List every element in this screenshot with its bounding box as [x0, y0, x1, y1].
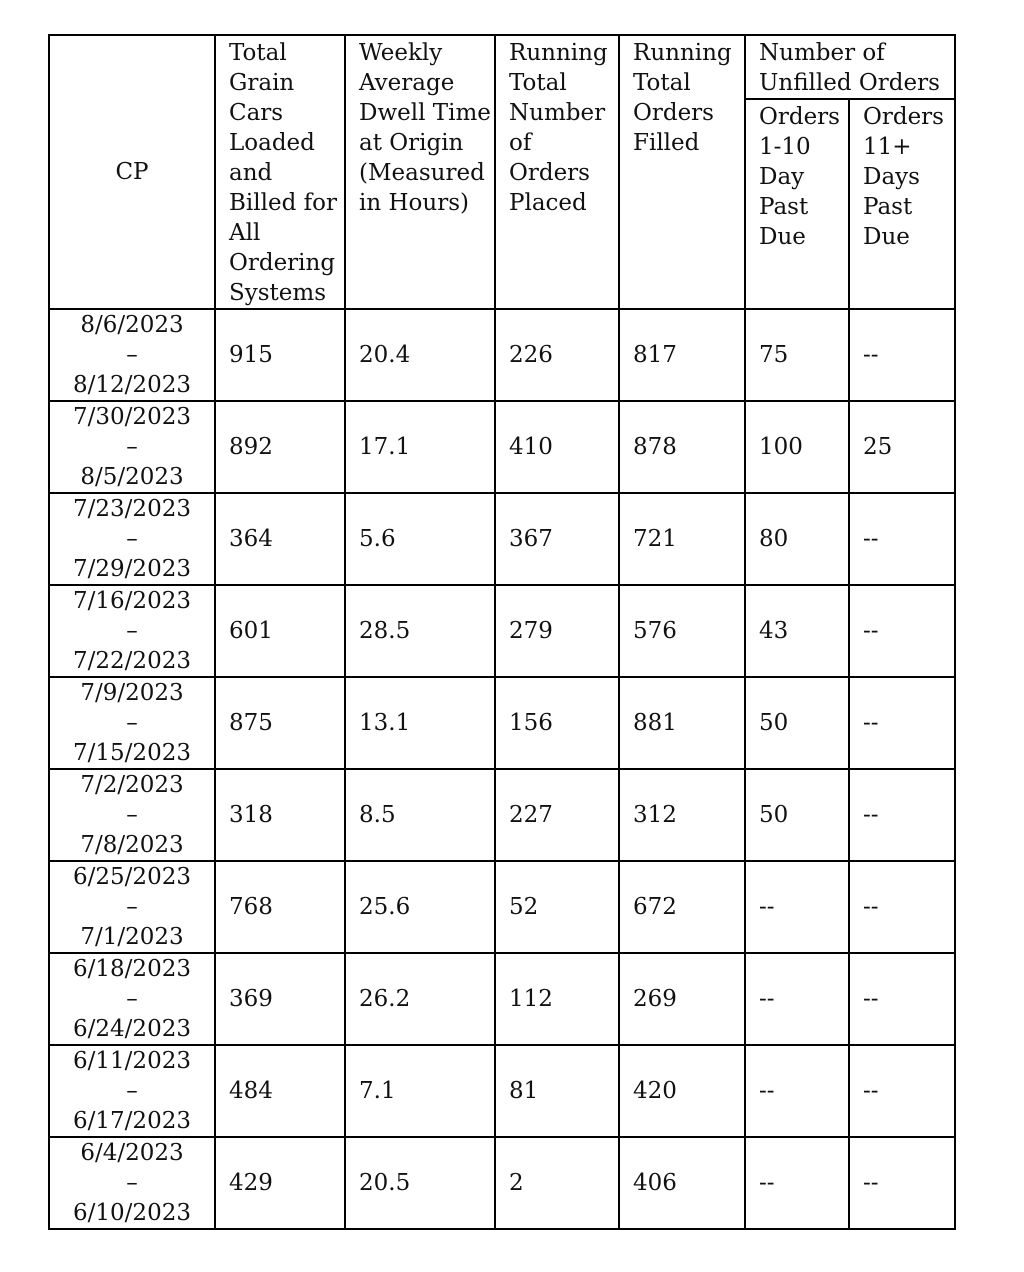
table-row — [49, 309, 955, 401]
past-due-1-10-cell: -- — [745, 1137, 849, 1229]
past-due-11plus-cell: -- — [849, 769, 955, 861]
week-range-cell — [49, 493, 215, 585]
week-range-cell — [49, 677, 215, 769]
week-end: 8/5/2023 — [80, 464, 184, 490]
header-dwell-time: Weekly Average Dwell Time at Origin (Measured in Hours) — [345, 35, 495, 309]
orders-placed-cell: 226 — [495, 309, 619, 401]
dwell-time-cell: 26.2 — [345, 953, 495, 1045]
dwell-time-cell: 13.1 — [345, 677, 495, 769]
dwell-time-cell: 28.5 — [345, 585, 495, 677]
table-row — [49, 585, 955, 677]
week-end: 7/22/2023 — [73, 648, 191, 674]
week-range-cell — [49, 861, 215, 953]
week-start: 6/18/2023 — [73, 956, 191, 982]
dwell-time-cell: 8.5 — [345, 769, 495, 861]
orders-filled-cell: 881 — [619, 677, 745, 769]
table-row — [49, 677, 955, 769]
past-due-1-10-cell: -- — [745, 861, 849, 953]
past-due-11plus-cell: 25 — [849, 401, 955, 493]
dwell-time-cell: 25.6 — [345, 861, 495, 953]
week-range-cell — [49, 401, 215, 493]
total-cars-cell: 429 — [215, 1137, 345, 1229]
header-total-cars: Total Grain Cars Loaded and Billed for All Ordering Systems — [215, 35, 345, 309]
week-sep: – — [126, 526, 138, 552]
past-due-11plus-cell: -- — [849, 1045, 955, 1137]
total-cars-cell: 875 — [215, 677, 345, 769]
orders-placed-cell: 81 — [495, 1045, 619, 1137]
orders-filled-cell: 878 — [619, 401, 745, 493]
dwell-time-cell: 20.4 — [345, 309, 495, 401]
past-due-1-10-cell: -- — [745, 1045, 849, 1137]
week-start: 7/9/2023 — [80, 680, 184, 706]
past-due-1-10-cell: -- — [745, 953, 849, 1045]
header-orders-placed: Running Total Number of Orders Placed — [495, 35, 619, 309]
orders-filled-cell: 721 — [619, 493, 745, 585]
past-due-1-10-cell: 100 — [745, 401, 849, 493]
orders-placed-cell: 156 — [495, 677, 619, 769]
orders-filled-cell: 817 — [619, 309, 745, 401]
header-past-due-1-10: Orders 1-10 Day Past Due — [745, 99, 849, 309]
orders-filled-cell: 312 — [619, 769, 745, 861]
week-start: 8/6/2023 — [80, 312, 184, 338]
week-range-cell — [49, 769, 215, 861]
orders-filled-cell: 576 — [619, 585, 745, 677]
week-sep: – — [126, 986, 138, 1012]
orders-placed-cell: 227 — [495, 769, 619, 861]
week-start: 6/4/2023 — [80, 1140, 184, 1166]
week-start: 7/30/2023 — [73, 404, 191, 430]
week-sep: – — [126, 894, 138, 920]
total-cars-cell: 364 — [215, 493, 345, 585]
week-end: 7/1/2023 — [80, 924, 184, 950]
past-due-1-10-cell: 50 — [745, 677, 849, 769]
week-range-cell — [49, 1137, 215, 1229]
week-sep: – — [126, 1170, 138, 1196]
week-start: 7/23/2023 — [73, 496, 191, 522]
orders-placed-cell: 52 — [495, 861, 619, 953]
past-due-1-10-cell: 43 — [745, 585, 849, 677]
past-due-11plus-cell: -- — [849, 953, 955, 1045]
table-row — [49, 953, 955, 1045]
table-row — [49, 401, 955, 493]
orders-filled-cell: 269 — [619, 953, 745, 1045]
past-due-11plus-cell: -- — [849, 309, 955, 401]
table-row — [49, 769, 955, 861]
week-range-cell — [49, 309, 215, 401]
total-cars-cell: 915 — [215, 309, 345, 401]
table-row — [49, 1137, 955, 1229]
week-start: 7/16/2023 — [73, 588, 191, 614]
orders-placed-cell: 367 — [495, 493, 619, 585]
past-due-11plus-cell: -- — [849, 585, 955, 677]
past-due-11plus-cell: -- — [849, 677, 955, 769]
week-sep: – — [126, 434, 138, 460]
week-sep: – — [126, 802, 138, 828]
total-cars-cell: 318 — [215, 769, 345, 861]
past-due-11plus-cell: -- — [849, 493, 955, 585]
dwell-time-cell: 5.6 — [345, 493, 495, 585]
orders-placed-cell: 2 — [495, 1137, 619, 1229]
past-due-1-10-cell: 75 — [745, 309, 849, 401]
orders-filled-cell: 672 — [619, 861, 745, 953]
week-range-cell — [49, 953, 215, 1045]
week-start: 6/11/2023 — [73, 1048, 191, 1074]
week-sep: – — [126, 342, 138, 368]
total-cars-cell: 484 — [215, 1045, 345, 1137]
week-end: 6/10/2023 — [73, 1200, 191, 1226]
week-range-cell — [49, 1045, 215, 1137]
past-due-11plus-cell: -- — [849, 1137, 955, 1229]
table-row — [49, 1045, 955, 1137]
week-end: 7/15/2023 — [73, 740, 191, 766]
week-end: 6/24/2023 — [73, 1016, 191, 1042]
past-due-1-10-cell: 80 — [745, 493, 849, 585]
dwell-time-cell: 7.1 — [345, 1045, 495, 1137]
week-end: 8/12/2023 — [73, 372, 191, 398]
orders-placed-cell: 112 — [495, 953, 619, 1045]
orders-filled-cell: 406 — [619, 1137, 745, 1229]
week-end: 7/29/2023 — [73, 556, 191, 582]
week-end: 6/17/2023 — [73, 1108, 191, 1134]
week-start: 6/25/2023 — [73, 864, 191, 890]
table-row — [49, 493, 955, 585]
total-cars-cell: 601 — [215, 585, 345, 677]
total-cars-cell: 369 — [215, 953, 345, 1045]
orders-filled-cell: 420 — [619, 1045, 745, 1137]
header-cp: CP — [49, 35, 215, 309]
past-due-1-10-cell: 50 — [745, 769, 849, 861]
grain-cars-table — [48, 34, 956, 1230]
week-sep: – — [126, 618, 138, 644]
orders-placed-cell: 410 — [495, 401, 619, 493]
orders-placed-cell: 279 — [495, 585, 619, 677]
total-cars-cell: 892 — [215, 401, 345, 493]
dwell-time-cell: 17.1 — [345, 401, 495, 493]
week-sep: – — [126, 1078, 138, 1104]
table-row — [49, 861, 955, 953]
total-cars-cell: 768 — [215, 861, 345, 953]
week-range-cell — [49, 585, 215, 677]
header-orders-filled: Running Total Orders Filled — [619, 35, 745, 309]
header-past-due-11plus: Orders 11+ Days Past Due — [849, 99, 955, 309]
week-start: 7/2/2023 — [80, 772, 184, 798]
week-end: 7/8/2023 — [80, 832, 184, 858]
header-unfilled-orders: Number of Unfilled Orders — [745, 35, 955, 99]
week-sep: – — [126, 710, 138, 736]
past-due-11plus-cell: -- — [849, 861, 955, 953]
dwell-time-cell: 20.5 — [345, 1137, 495, 1229]
